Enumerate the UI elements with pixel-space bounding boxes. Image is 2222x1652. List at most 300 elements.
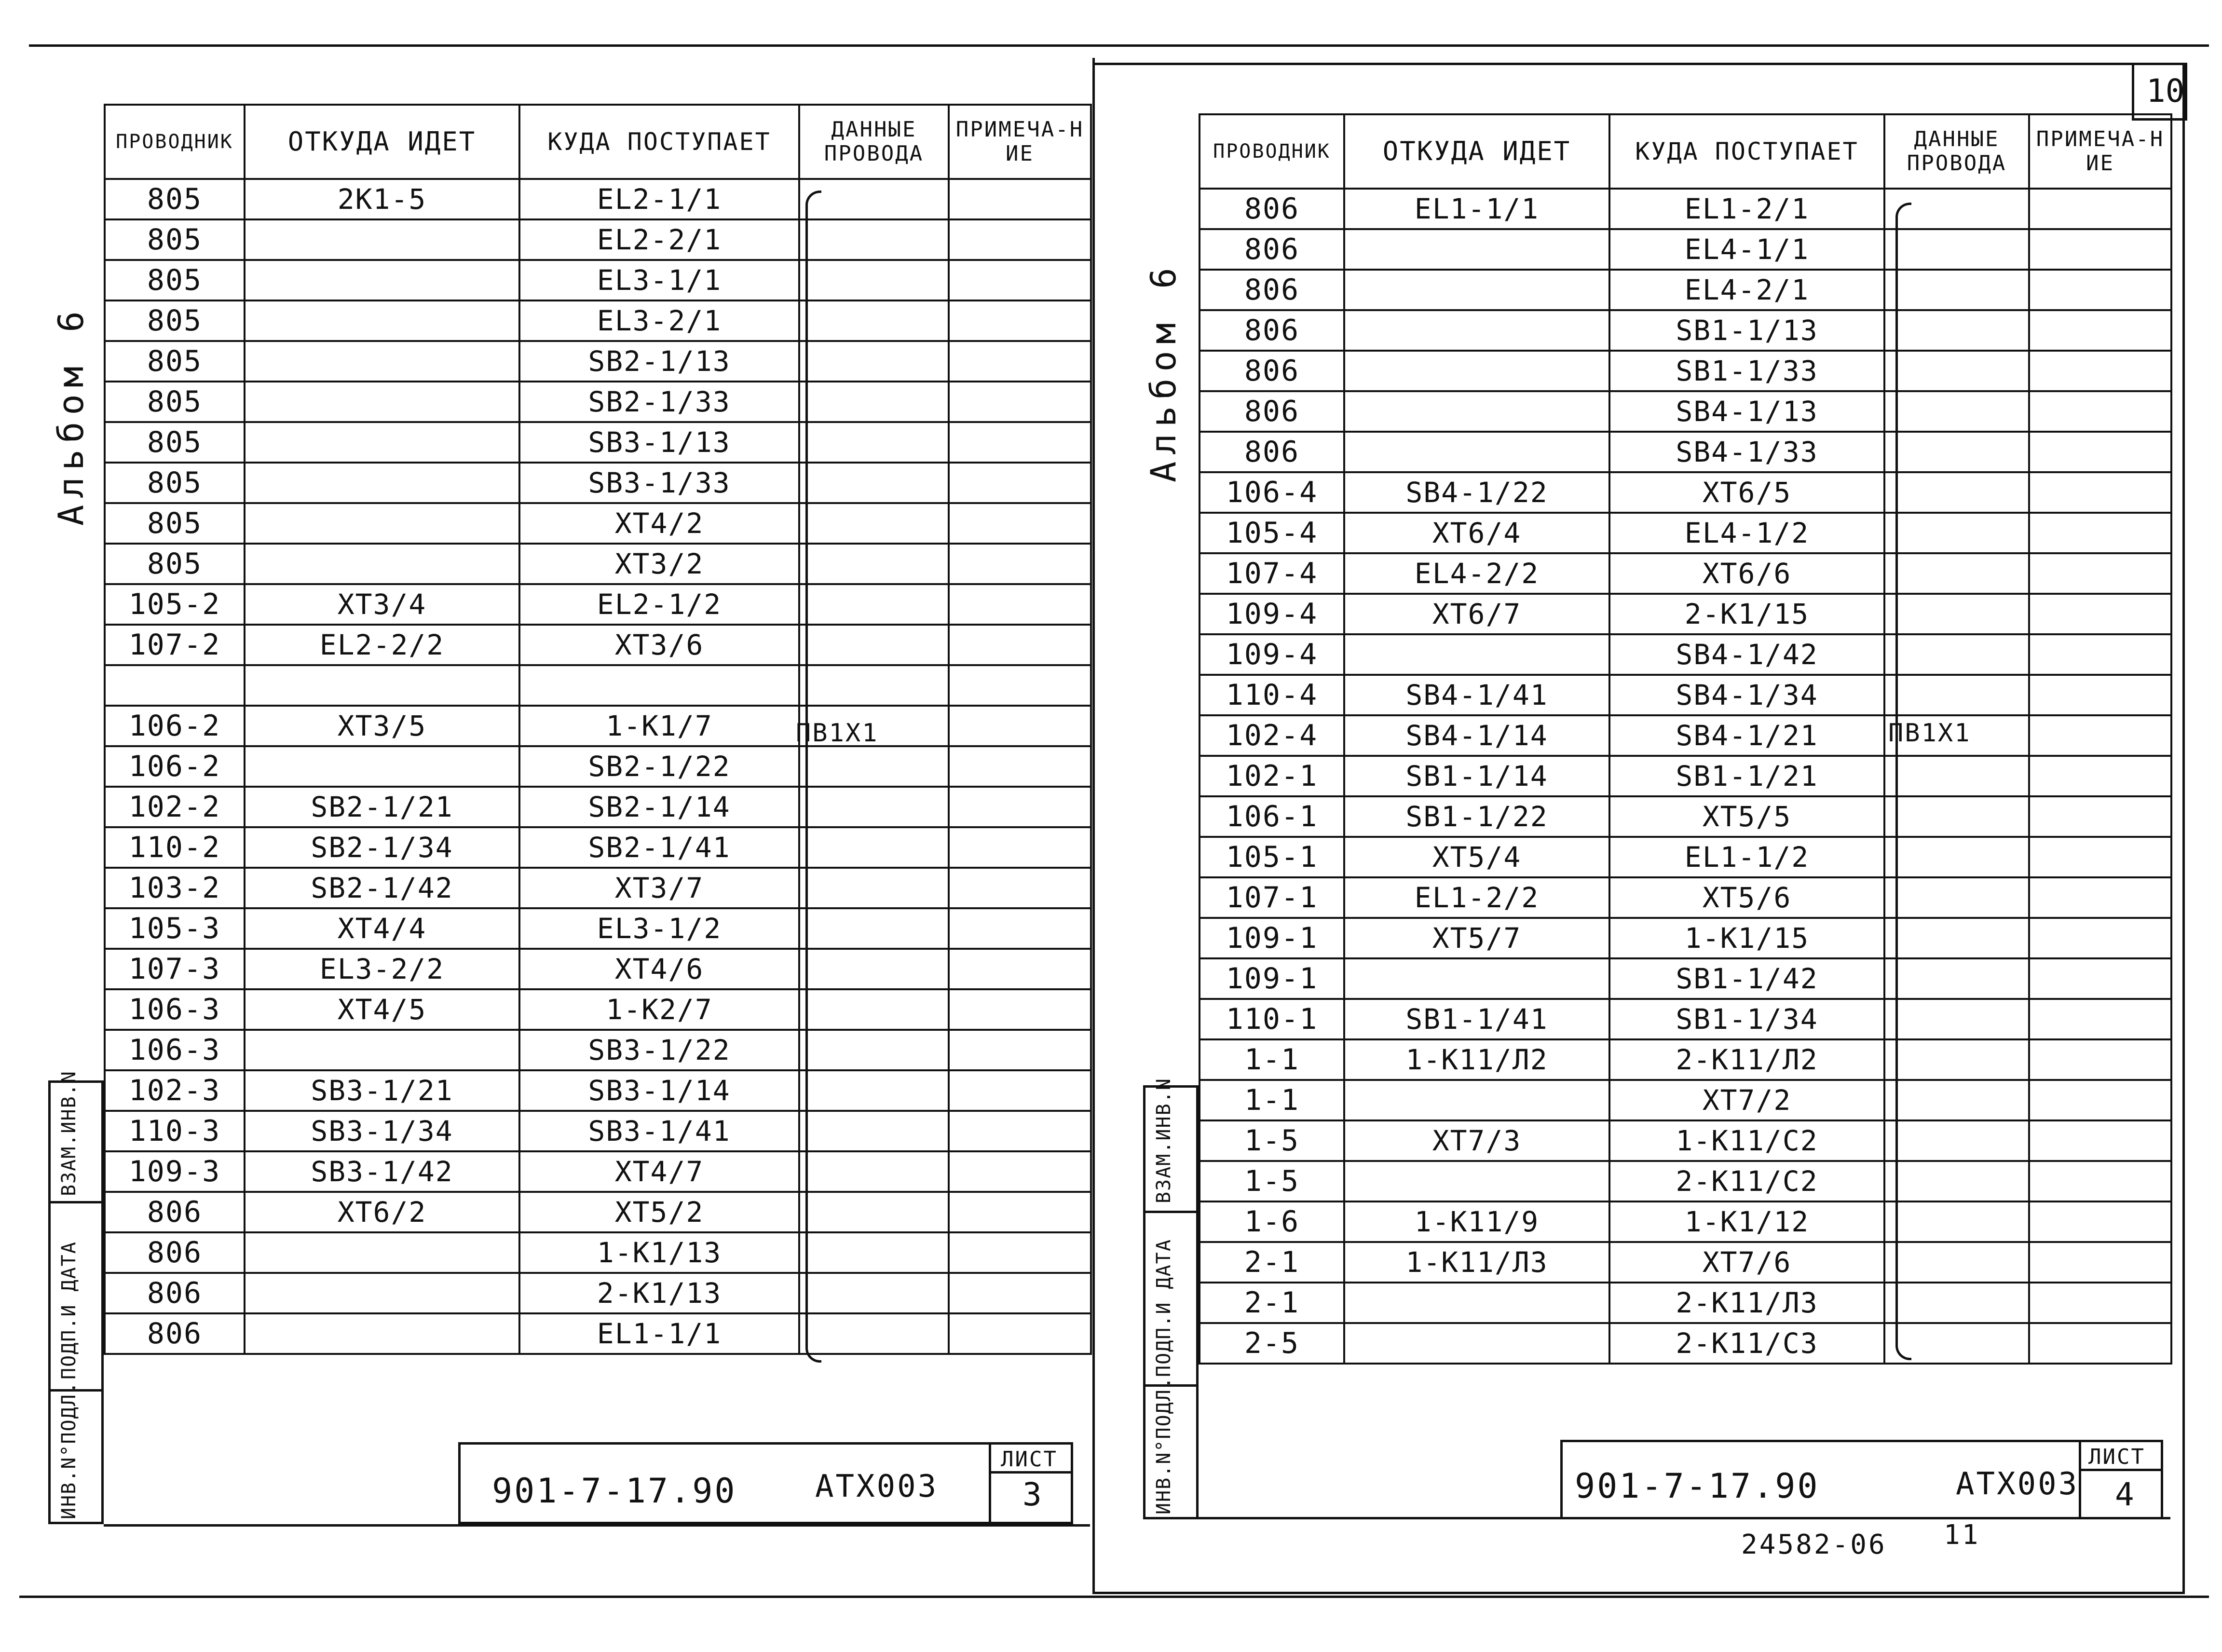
from-cell xyxy=(245,300,519,341)
col-data-header: ДАННЫЕ ПРОВОДА xyxy=(1884,114,2029,189)
note-cell xyxy=(949,1313,1091,1354)
table-row xyxy=(1200,513,2171,553)
wire-cell: 106-3 xyxy=(105,1030,245,1070)
from-cell xyxy=(245,503,519,544)
left-sheet-value: 3 xyxy=(1022,1476,1042,1513)
note-cell xyxy=(2029,432,2171,472)
data-cell xyxy=(799,625,949,665)
table-row xyxy=(1200,553,2171,594)
to-cell: SB4-1/13 xyxy=(1609,391,1884,432)
to-cell: SB4-1/33 xyxy=(1609,432,1884,472)
right-sheet-label: ЛИСТ xyxy=(2088,1445,2145,1469)
to-cell: XT7/6 xyxy=(1609,1242,1884,1283)
archive-number: 24582-06 xyxy=(1741,1529,1887,1560)
wire-cell: 805 xyxy=(105,503,245,544)
to-cell: 1-К1/13 xyxy=(519,1232,799,1273)
to-cell: 2-К11/Л3 xyxy=(1609,1283,1884,1323)
col-to-header: КУДА ПОСТУПАЕТ xyxy=(519,105,799,179)
wire-cell: 105-2 xyxy=(105,584,245,625)
wire-cell: 805 xyxy=(105,300,245,341)
table-row xyxy=(1200,189,2171,229)
from-cell: XT6/4 xyxy=(1344,513,1609,553)
from-cell: EL2-2/2 xyxy=(245,625,519,665)
note-cell xyxy=(2029,1161,2171,1201)
to-cell: SB2-1/13 xyxy=(519,341,799,382)
to-cell: SB2-1/22 xyxy=(519,746,799,787)
wire-cell: 805 xyxy=(105,382,245,422)
note-cell xyxy=(2029,715,2171,756)
wire-cell: 103-2 xyxy=(105,868,245,908)
data-cell xyxy=(799,179,949,219)
table-row xyxy=(1200,837,2171,877)
note-cell xyxy=(949,1151,1091,1192)
from-cell: SB4-1/22 xyxy=(1344,472,1609,513)
to-cell: XT3/7 xyxy=(519,868,799,908)
from-cell: SB3-1/21 xyxy=(245,1070,519,1111)
note-cell xyxy=(2029,594,2171,634)
data-cell xyxy=(799,868,949,908)
to-cell: SB3-1/22 xyxy=(519,1030,799,1070)
wire-cell: 105-3 xyxy=(105,908,245,949)
to-cell: EL2-1/2 xyxy=(519,584,799,625)
note-cell xyxy=(2029,1201,2171,1242)
wire-cell: 806 xyxy=(1200,270,1344,310)
note-cell xyxy=(2029,229,2171,270)
from-cell: 1-К11/Л3 xyxy=(1344,1242,1609,1283)
right-side-label-3: ИНВ.N°ПОДЛ. xyxy=(1153,1376,1175,1515)
table-row xyxy=(1200,1242,2171,1283)
note-cell xyxy=(2029,310,2171,351)
note-cell xyxy=(949,787,1091,827)
to-cell: EL3-2/1 xyxy=(519,300,799,341)
from-cell xyxy=(1344,391,1609,432)
to-cell: EL1-1/1 xyxy=(519,1313,799,1354)
table-row xyxy=(1200,391,2171,432)
data-cell xyxy=(799,544,949,584)
from-cell xyxy=(245,1313,519,1354)
from-cell xyxy=(1344,1161,1609,1201)
from-cell: SB2-1/21 xyxy=(245,787,519,827)
table-row xyxy=(1200,1323,2171,1364)
wire-cell: 806 xyxy=(105,1313,245,1354)
table-row xyxy=(105,746,1091,787)
table-row xyxy=(1200,1080,2171,1120)
from-cell: 2К1-5 xyxy=(245,179,519,219)
note-cell xyxy=(949,463,1091,503)
note-cell xyxy=(949,544,1091,584)
from-cell: SB3-1/34 xyxy=(245,1111,519,1151)
data-cell xyxy=(799,1313,949,1354)
table-row xyxy=(1200,472,2171,513)
data-cell xyxy=(799,989,949,1030)
from-cell xyxy=(1344,958,1609,999)
from-cell xyxy=(245,382,519,422)
to-cell: EL2-2/1 xyxy=(519,219,799,260)
col-note-header: ПРИМЕЧА-НИЕ xyxy=(2029,114,2171,189)
wire-cell: 1-6 xyxy=(1200,1201,1344,1242)
note-cell xyxy=(2029,391,2171,432)
left-side-label-2: ПОДП.И ДАТА xyxy=(58,1241,80,1379)
right-side-label-1: ВЗАМ.ИНВ.N xyxy=(1153,1078,1175,1203)
from-cell: SB2-1/42 xyxy=(245,868,519,908)
table-row xyxy=(1200,958,2171,999)
note-cell xyxy=(2029,877,2171,918)
right-bracket xyxy=(1895,203,1911,1360)
data-cell xyxy=(799,949,949,989)
from-cell: XT3/5 xyxy=(245,706,519,746)
to-cell: XT6/5 xyxy=(1609,472,1884,513)
wire-cell: 102-2 xyxy=(105,787,245,827)
table-row xyxy=(1200,1120,2171,1161)
right-wire-type: ПВ1Х1 xyxy=(1888,719,1971,748)
to-cell: XT5/2 xyxy=(519,1192,799,1232)
table-row xyxy=(1200,432,2171,472)
table-row xyxy=(1200,999,2171,1039)
left-bottom-line xyxy=(104,1524,1090,1527)
wire-cell: 806 xyxy=(105,1232,245,1273)
table-row xyxy=(105,625,1091,665)
from-cell xyxy=(245,422,519,463)
wire-cell: 805 xyxy=(105,219,245,260)
data-cell xyxy=(799,746,949,787)
to-cell: SB1-1/33 xyxy=(1609,351,1884,391)
wire-cell: 1-5 xyxy=(1200,1161,1344,1201)
note-cell xyxy=(949,868,1091,908)
from-cell xyxy=(245,463,519,503)
from-cell: SB1-1/41 xyxy=(1344,999,1609,1039)
table-row xyxy=(105,868,1091,908)
data-cell xyxy=(799,665,949,706)
to-cell: XT4/6 xyxy=(519,949,799,989)
left-wiring-table xyxy=(104,104,1092,1355)
data-cell xyxy=(799,1111,949,1151)
data-cell xyxy=(799,827,949,868)
left-wire-type: ПВ1Х1 xyxy=(796,719,879,748)
wire-cell: 102-1 xyxy=(1200,756,1344,796)
to-cell: SB2-1/41 xyxy=(519,827,799,868)
col-from-header: ОТКУДА ИДЕТ xyxy=(1344,114,1609,189)
note-cell xyxy=(2029,1242,2171,1283)
from-cell: XT4/5 xyxy=(245,989,519,1030)
wire-cell: 806 xyxy=(1200,189,1344,229)
note-cell xyxy=(2029,999,2171,1039)
note-cell xyxy=(949,1273,1091,1313)
to-cell: 1-К1/12 xyxy=(1609,1201,1884,1242)
table-row xyxy=(105,1232,1091,1273)
data-cell xyxy=(799,300,949,341)
archive-page: 11 xyxy=(1944,1519,1980,1551)
note-cell xyxy=(2029,837,2171,877)
from-cell: 1-К11/9 xyxy=(1344,1201,1609,1242)
data-cell xyxy=(799,382,949,422)
data-cell xyxy=(799,422,949,463)
table-row xyxy=(1200,877,2171,918)
wire-cell: 805 xyxy=(105,341,245,382)
data-cell xyxy=(799,1192,949,1232)
to-cell: XT3/2 xyxy=(519,544,799,584)
to-cell: EL4-1/2 xyxy=(1609,513,1884,553)
table-row xyxy=(105,706,1091,746)
wire-cell: 110-1 xyxy=(1200,999,1344,1039)
wire-cell: 106-4 xyxy=(1200,472,1344,513)
table-row xyxy=(105,908,1091,949)
table-row xyxy=(105,341,1091,382)
wire-cell: 806 xyxy=(105,1192,245,1232)
note-cell xyxy=(2029,270,2171,310)
note-cell xyxy=(949,300,1091,341)
to-cell: SB4-1/42 xyxy=(1609,634,1884,675)
note-cell xyxy=(2029,918,2171,958)
table-row xyxy=(105,787,1091,827)
from-cell xyxy=(1344,310,1609,351)
left-album-label: Альбом 6 xyxy=(51,304,91,526)
table-row xyxy=(105,665,1091,706)
note-cell xyxy=(2029,796,2171,837)
wire-cell: 1-1 xyxy=(1200,1080,1344,1120)
note-cell xyxy=(949,949,1091,989)
data-cell xyxy=(799,787,949,827)
note-cell xyxy=(2029,756,2171,796)
right-doc-code: АТХ003 xyxy=(1956,1466,2079,1502)
table-row xyxy=(105,1151,1091,1192)
right-side-label-2: ПОДП.И ДАТА xyxy=(1153,1239,1175,1377)
table-row xyxy=(105,1030,1091,1070)
note-cell xyxy=(949,1030,1091,1070)
from-cell: EL3-2/2 xyxy=(245,949,519,989)
left-project-code: 901-7-17.90 xyxy=(492,1471,737,1511)
table-row xyxy=(105,300,1091,341)
from-cell xyxy=(1344,1323,1609,1364)
wire-cell: 109-1 xyxy=(1200,958,1344,999)
to-cell: 2-К11/Л2 xyxy=(1609,1039,1884,1080)
table-row xyxy=(1200,756,2171,796)
wire-cell: 805 xyxy=(105,260,245,300)
from-cell xyxy=(1344,351,1609,391)
wire-cell: 806 xyxy=(1200,310,1344,351)
wire-cell: 806 xyxy=(105,1273,245,1313)
to-cell: XT6/6 xyxy=(1609,553,1884,594)
to-cell: SB3-1/41 xyxy=(519,1111,799,1151)
to-cell: 2-К1/15 xyxy=(1609,594,1884,634)
table-row xyxy=(1200,1201,2171,1242)
wire-cell: 105-4 xyxy=(1200,513,1344,553)
wire-cell: 2-1 xyxy=(1200,1283,1344,1323)
from-cell: EL4-2/2 xyxy=(1344,553,1609,594)
to-cell: EL4-1/1 xyxy=(1609,229,1884,270)
from-cell xyxy=(245,1232,519,1273)
left-bracket xyxy=(805,191,821,1363)
data-cell xyxy=(799,260,949,300)
to-cell: EL3-1/2 xyxy=(519,908,799,949)
data-cell xyxy=(799,463,949,503)
table-row xyxy=(105,1192,1091,1232)
table-row xyxy=(105,1273,1091,1313)
to-cell: XT5/5 xyxy=(1609,796,1884,837)
table-row xyxy=(105,1070,1091,1111)
wire-cell: 109-1 xyxy=(1200,918,1344,958)
table-row xyxy=(1200,796,2171,837)
wire-cell: 109-3 xyxy=(105,1151,245,1192)
table-row xyxy=(105,1313,1091,1354)
to-cell: SB3-1/13 xyxy=(519,422,799,463)
from-cell: EL1-2/2 xyxy=(1344,877,1609,918)
wire-cell: 107-3 xyxy=(105,949,245,989)
from-cell xyxy=(245,1030,519,1070)
table-row xyxy=(1200,918,2171,958)
left-doc-code: АТХ003 xyxy=(815,1469,939,1504)
from-cell xyxy=(1344,1080,1609,1120)
note-cell xyxy=(949,1111,1091,1151)
wire-cell: 107-2 xyxy=(105,625,245,665)
wire-cell: 805 xyxy=(105,422,245,463)
from-cell: SB2-1/34 xyxy=(245,827,519,868)
right-project-code: 901-7-17.90 xyxy=(1575,1466,1820,1506)
left-table-header xyxy=(105,105,1091,179)
table-row xyxy=(105,382,1091,422)
from-cell: SB4-1/14 xyxy=(1344,715,1609,756)
note-cell xyxy=(2029,1283,2171,1323)
table-row xyxy=(105,949,1091,989)
wire-cell: 102-3 xyxy=(105,1070,245,1111)
table-row xyxy=(1200,715,2171,756)
data-cell xyxy=(799,1070,949,1111)
from-cell xyxy=(1344,432,1609,472)
to-cell: 2-К1/13 xyxy=(519,1273,799,1313)
col-note-header: ПРИМЕЧА-НИЕ xyxy=(949,105,1091,179)
left-side-divider-1 xyxy=(48,1201,104,1203)
wire-cell: 106-3 xyxy=(105,989,245,1030)
left-side-label-1: ВЗАМ.ИНВ.N xyxy=(58,1070,80,1196)
from-cell xyxy=(245,219,519,260)
wire-cell: 805 xyxy=(105,544,245,584)
to-cell: SB1-1/42 xyxy=(1609,958,1884,999)
wire-cell: 109-4 xyxy=(1200,634,1344,675)
note-cell xyxy=(949,382,1091,422)
wire-cell: 805 xyxy=(105,179,245,219)
table-row xyxy=(1200,634,2171,675)
wire-cell: 806 xyxy=(1200,391,1344,432)
wire-cell: 107-4 xyxy=(1200,553,1344,594)
to-cell: SB3-1/33 xyxy=(519,463,799,503)
to-cell: 1-К2/7 xyxy=(519,989,799,1030)
wire-cell: 805 xyxy=(105,463,245,503)
to-cell: 2-К11/С2 xyxy=(1609,1161,1884,1201)
right-sheet-value: 4 xyxy=(2115,1476,2134,1513)
table-row xyxy=(1200,1283,2171,1323)
note-cell xyxy=(949,665,1091,706)
left-side-label-3: ИНВ.N°ПОДЛ. xyxy=(58,1381,80,1519)
from-cell: SB1-1/22 xyxy=(1344,796,1609,837)
to-cell: SB2-1/14 xyxy=(519,787,799,827)
wire-cell: 102-4 xyxy=(1200,715,1344,756)
from-cell xyxy=(245,746,519,787)
to-cell xyxy=(519,665,799,706)
table-row xyxy=(1200,594,2171,634)
to-cell: SB3-1/14 xyxy=(519,1070,799,1111)
col-to-header: КУДА ПОСТУПАЕТ xyxy=(1609,114,1884,189)
to-cell: SB2-1/33 xyxy=(519,382,799,422)
note-cell xyxy=(949,260,1091,300)
table-row xyxy=(1200,229,2171,270)
data-cell xyxy=(799,1030,949,1070)
from-cell: SB3-1/42 xyxy=(245,1151,519,1192)
table-row xyxy=(1200,675,2171,715)
note-cell xyxy=(2029,675,2171,715)
wire-cell: 806 xyxy=(1200,351,1344,391)
to-cell: XT4/7 xyxy=(519,1151,799,1192)
note-cell xyxy=(2029,958,2171,999)
from-cell xyxy=(245,544,519,584)
note-cell xyxy=(2029,1120,2171,1161)
data-cell xyxy=(799,503,949,544)
from-cell: XT7/3 xyxy=(1344,1120,1609,1161)
from-cell: 1-К11/Л2 xyxy=(1344,1039,1609,1080)
table-row xyxy=(1200,270,2171,310)
note-cell xyxy=(2029,351,2171,391)
wire-cell: 106-1 xyxy=(1200,796,1344,837)
from-cell: XT3/4 xyxy=(245,584,519,625)
to-cell: EL1-2/1 xyxy=(1609,189,1884,229)
note-cell xyxy=(949,746,1091,787)
from-cell xyxy=(1344,229,1609,270)
wire-cell: 806 xyxy=(1200,229,1344,270)
table-row xyxy=(1200,310,2171,351)
to-cell: SB4-1/34 xyxy=(1609,675,1884,715)
table-row xyxy=(1200,1161,2171,1201)
from-cell: SB4-1/41 xyxy=(1344,675,1609,715)
note-cell xyxy=(949,503,1091,544)
top-border-line xyxy=(29,44,2209,47)
data-cell xyxy=(799,1273,949,1313)
bottom-border-line xyxy=(19,1596,2209,1598)
data-cell xyxy=(799,341,949,382)
right-title-divider xyxy=(2079,1440,2081,1519)
data-cell xyxy=(799,219,949,260)
wire-cell: 106-2 xyxy=(105,746,245,787)
table-row xyxy=(105,463,1091,503)
left-title-divider xyxy=(989,1442,991,1524)
to-cell: 1-К1/7 xyxy=(519,706,799,746)
note-cell xyxy=(949,1192,1091,1232)
note-cell xyxy=(949,422,1091,463)
to-cell: SB1-1/21 xyxy=(1609,756,1884,796)
note-cell xyxy=(2029,634,2171,675)
wire-cell: 806 xyxy=(1200,432,1344,472)
note-cell xyxy=(2029,513,2171,553)
note-cell xyxy=(2029,1080,2171,1120)
col-data-header: ДАННЫЕ ПРОВОДА xyxy=(799,105,949,179)
to-cell: XT3/6 xyxy=(519,625,799,665)
from-cell xyxy=(1344,634,1609,675)
to-cell: 1-К11/С2 xyxy=(1609,1120,1884,1161)
col-wire-header: ПРОВОДНИК xyxy=(105,105,245,179)
to-cell: 1-К1/15 xyxy=(1609,918,1884,958)
from-cell xyxy=(1344,270,1609,310)
table-row xyxy=(105,179,1091,219)
wire-cell: 110-2 xyxy=(105,827,245,868)
from-cell: XT5/4 xyxy=(1344,837,1609,877)
right-album-label: Альбом 6 xyxy=(1143,261,1184,482)
data-cell xyxy=(799,584,949,625)
note-cell xyxy=(2029,1039,2171,1080)
wire-cell xyxy=(105,665,245,706)
table-row xyxy=(105,422,1091,463)
wire-cell: 109-4 xyxy=(1200,594,1344,634)
table-row xyxy=(105,584,1091,625)
table-row xyxy=(1200,351,2171,391)
right-side-divider-1 xyxy=(1143,1211,1199,1213)
table-row xyxy=(105,989,1091,1030)
